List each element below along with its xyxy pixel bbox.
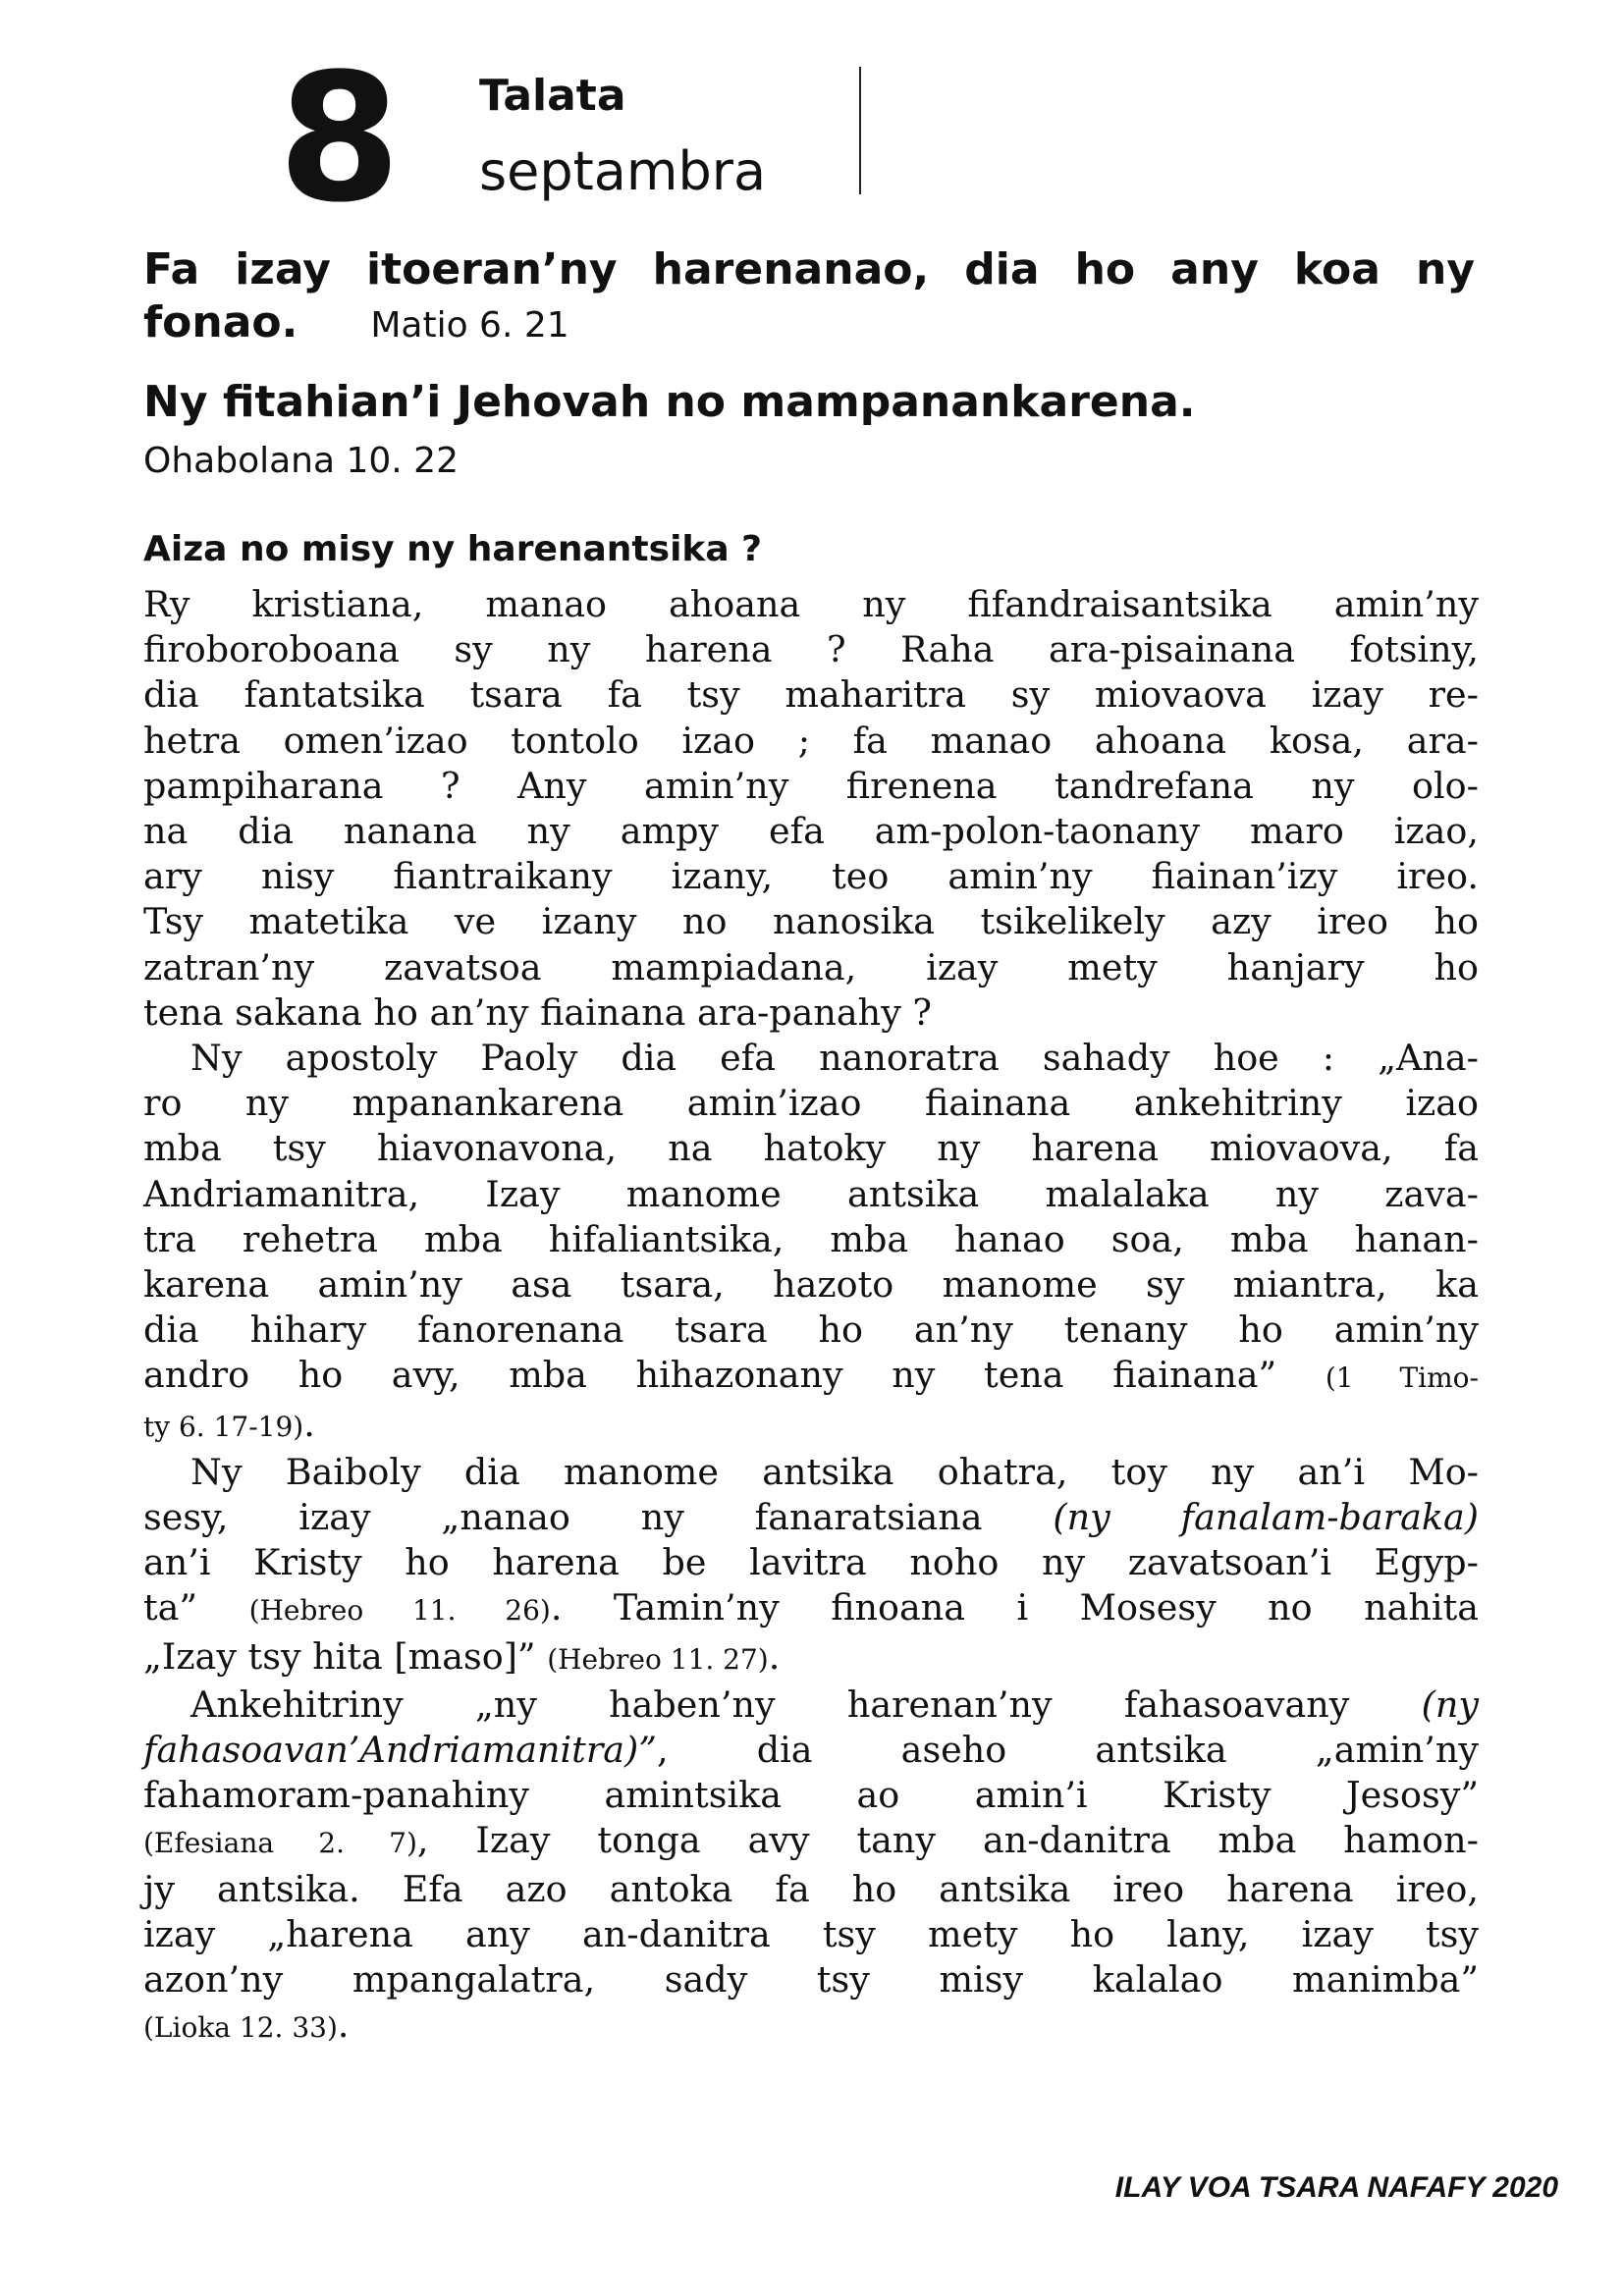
line: fahamoram-panahiny amintsika ao amin’i Kristy Jesosy”	[143, 1774, 1479, 1817]
line	[143, 1818, 1479, 1866]
line: hetra omen’izao tontolo izao ; fa manao ahoana kosa, ara-	[143, 719, 1479, 762]
line: mba tsy hiavonavona, na hatoky ny harena miovaova, fa	[143, 1127, 1479, 1170]
line	[143, 2002, 1479, 2051]
line	[143, 1353, 1479, 1401]
line-text: sesy, izay „nanao ny fanaratsiana	[143, 1496, 983, 1539]
line	[143, 1495, 1479, 1540]
line: ary nisy fiantraikany izany, teo amin’ny fiainan’izy ireo.	[143, 855, 1479, 898]
footer-publication: ILAY VOA TSARA NAFAFY 2020	[1114, 2171, 1558, 2204]
line: na dia nanana ny ampy efa am-polon-taonany maro izao,	[143, 810, 1479, 853]
line	[143, 1585, 1479, 1633]
bible-reference: (Efesiana 2. 7)	[143, 1827, 417, 1860]
line: tena sakana ho an’ny fiainana ara-panahy ?	[143, 990, 932, 1034]
line-text: , dia aseho antsika „amin’ny	[656, 1729, 1479, 1772]
verse-1-text: Fa izay itoeran’ny harenanao, dia ho any koa ny fonao.	[143, 244, 1475, 347]
bible-reference: ty 6. 17-19)	[143, 1410, 304, 1443]
line: tra rehetra mba hifaliantsika, mba hanao soa, mba hanan-	[143, 1217, 1479, 1260]
line: jy antsika. Efa azo antoka fa ho antsika ireo harena ireo,	[143, 1867, 1479, 1910]
line-text: .	[337, 2003, 350, 2047]
line	[143, 1682, 1479, 1728]
line: Tsy matetika ve izany no nanosika tsikelikely azy ireo ho	[143, 900, 1479, 943]
line: azon’ny mpangalatra, sady tsy misy kalalao manimba”	[143, 1958, 1479, 2002]
date-number: 8	[278, 36, 398, 241]
verse-2: Ny fitahian’i Jehovah no mampanankarena.	[143, 377, 1196, 427]
line: Andriamanitra, Izay manome antsika malalaka ny zava-	[143, 1172, 1479, 1215]
line: zatran’ny zavatsoa mampiadana, izay mety hanjary ho	[143, 945, 1479, 988]
italic-text: (ny fanalam-baraka)	[1053, 1496, 1479, 1539]
bible-reference: (Hebreo 11. 26)	[248, 1594, 551, 1628]
line-text: andro ho avy, mba hihazonany ny tena fiainana”	[143, 1354, 1277, 1397]
line-text: Ankehitriny „ny haben’ny harenan’ny fahasoavany	[190, 1682, 1350, 1726]
line-text: , Izay tonga avy tany an-danitra mba hamon-	[416, 1819, 1479, 1862]
italic-text: (ny	[1421, 1682, 1479, 1726]
section-heading: Aiza no misy ny harenantsika ?	[143, 529, 763, 569]
line: an’i Kristy ho harena be lavitra noho ny zavatsoan’i Egyp-	[143, 1541, 1479, 1584]
verse-2-reference: Ohabolana 10. 22	[143, 441, 459, 481]
weekday: Talata	[479, 71, 626, 121]
vertical-divider	[859, 67, 861, 194]
bible-reference: (1 Timo-	[1325, 1362, 1479, 1395]
line: Ry kristiana, manao ahoana ny fifandraisantsika amin’ny	[143, 583, 1479, 625]
bible-reference: (Hebreo 11. 27)	[547, 1642, 769, 1676]
line: izay „harena any an-danitra tsy mety ho lany, izay tsy	[143, 1912, 1479, 1955]
line-text: „Izay tsy hita [maso]”	[143, 1634, 536, 1678]
line-text: .	[768, 1634, 781, 1678]
line: karena amin’ny asa tsara, hazoto manome sy miantra, ka	[143, 1263, 1479, 1307]
line: firoboroboana sy ny harena ? Raha ara-pisainana fotsiny,	[143, 628, 1479, 671]
line: pampiharana ? Any amin’ny firenena tandrefana ny olo-	[143, 764, 1479, 807]
line	[143, 1402, 1479, 1450]
line-text: ta”	[143, 1586, 198, 1629]
italic-text: fahasoavan’Andriamanitra)”	[143, 1729, 657, 1772]
line-text: . Tamin’ny finoana i Mosesy no nahita	[550, 1586, 1480, 1629]
line: Ny Baiboly dia manome antsika ohatra, toy ny an’i Mo-	[190, 1450, 1479, 1493]
verse-1-reference: Matio 6. 21	[370, 305, 569, 346]
line: Ny apostoly Paoly dia efa nanoratra sahady hoe : „Ana-	[190, 1037, 1479, 1080]
line: dia hihary fanorenana tsara ho an’ny tenany ho amin’ny	[143, 1308, 1479, 1352]
line: dia fantatsika tsara fa tsy maharitra sy miovaova izay re-	[143, 673, 1479, 717]
verse-1	[143, 243, 1475, 352]
bible-reference: (Lioka 12. 33)	[143, 2011, 338, 2045]
month: septambra	[479, 140, 767, 202]
line	[143, 1728, 1479, 1773]
line: ro ny mpanankarena amin’izao fiainana ankehitriny izao	[143, 1082, 1479, 1125]
body-text	[143, 582, 1479, 2052]
line-text: .	[303, 1402, 315, 1445]
line	[143, 1634, 1479, 1682]
